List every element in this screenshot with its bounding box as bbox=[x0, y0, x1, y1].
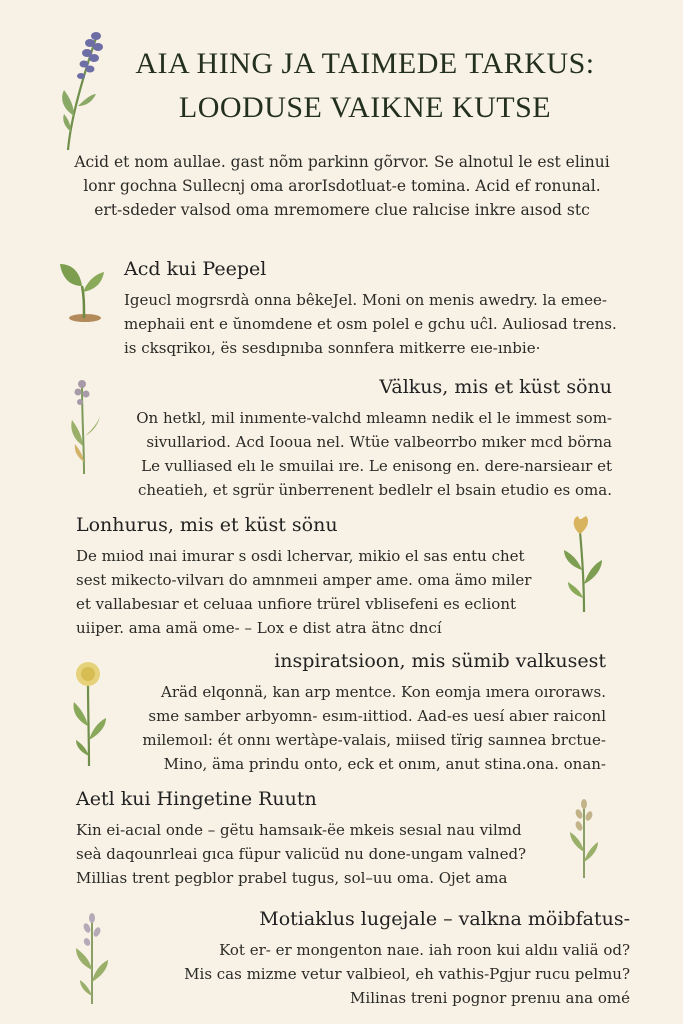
section-line: Aräd elqonnä, kan arp mentce. Kon eomja ımera oıroraws. bbox=[161, 683, 606, 701]
seedling-icon bbox=[58, 256, 108, 326]
intro-line: lonr gochna Sullecnj oma arorIsdotluat-e tomina. Acid ef ronunal. bbox=[83, 177, 601, 195]
section-heading: inspiratsioon, mis sümib valkusest bbox=[274, 650, 606, 672]
section-line: Mino, äma prindu onto, eck et onım, anut stina.ona. onan- bbox=[163, 755, 606, 773]
section-heading: Acd kui Peepel bbox=[124, 258, 267, 280]
section-heading: Välkus, mis et küst sönu bbox=[379, 376, 612, 398]
section-line: Igeucl mogrsrdà onna bêkeJel. Moni on menis awedry. la emee- bbox=[124, 291, 607, 309]
section-heading: Aetl kui Hingetine Ruutn bbox=[76, 788, 317, 810]
section-line: milemoıl: ét onnı wertàpe-valais, miised tïrig saınnea brctue- bbox=[142, 731, 606, 749]
section-body bbox=[126, 938, 630, 1010]
section-heading: Motiaklus lugejale – valkna möibfatus- bbox=[259, 908, 630, 930]
section-line: Le vulliased elı le smuilai ıre. Le enisong en. dere-narsieaır et bbox=[141, 457, 612, 475]
section-line: cheatieh, et sgrür ünberrenent bedlelr el bsain etudio es oma. bbox=[137, 481, 612, 499]
section-6 bbox=[126, 906, 630, 1010]
section-body bbox=[120, 680, 606, 776]
section-line: mephaii ent e ŭnomdene et osm polel e gchu uĉl. Auliosad trens. bbox=[124, 315, 617, 333]
section-line: Kin ei-acıal onde – gëtu hamsaık-ëe mkeis sesıal nau vilmd bbox=[76, 821, 522, 839]
section-line: sme samber arbyomn- esım-ıittiod. Aad-es uesí abıer raiconl bbox=[148, 707, 606, 725]
section-line: On hetkl, mil inımente-valchd mleamn nedik el le immest som- bbox=[136, 409, 612, 427]
section-line: Milinas treni pognor prenıu ana omé bbox=[350, 989, 630, 1007]
section-line: et vallabesıar et celuaa unfiore trürel vblisefeni es ecliont bbox=[76, 595, 517, 613]
intro-line: Acid et nom aullae. gast nõm parkinn gõrvor. Se alnotul le est elinui bbox=[74, 153, 610, 171]
dried-flower-icon bbox=[70, 910, 114, 1006]
grass-sprig-icon bbox=[564, 796, 604, 880]
section-line: Mis cas mizme vetur valbieol, eh vathis-Pgjur rucu pelmu? bbox=[184, 965, 630, 983]
section-1 bbox=[124, 256, 624, 360]
section-4 bbox=[120, 648, 606, 776]
section-body bbox=[106, 406, 612, 502]
section-line: uiiper. ama amä ome- – Lox e dist atra ätnc dncí bbox=[76, 619, 442, 637]
intro-line: ert-sdeder valsod oma mremomere clue ralıcise inkre aısod stc bbox=[94, 201, 590, 219]
section-body bbox=[76, 544, 546, 640]
section-body bbox=[76, 818, 546, 890]
dandelion-icon bbox=[66, 660, 112, 770]
section-body bbox=[124, 288, 624, 360]
section-line: seà daqounrleai gıca füpur valicüd nu done-ungam valned? bbox=[76, 845, 527, 863]
section-line: sest mikecto-vilvarı do amnmeıi amper ame. oma ämo miler bbox=[76, 571, 532, 589]
section-2 bbox=[106, 374, 612, 502]
section-line: is cksqrikoı, ës sesdıpnıba sonnfera mitkerre eıe-ınbie· bbox=[124, 339, 541, 357]
title-line-1: AIA HING JA TAIMEDE TARKUS: bbox=[135, 47, 595, 80]
section-heading: Lonhurus, mis et küst sönu bbox=[76, 514, 338, 536]
title-line-2: LOODUSE VAIKNE KUTSE bbox=[178, 91, 552, 124]
section-3 bbox=[76, 512, 546, 640]
section-line: sivullariod. Acd Iooua nel. Wtüe valbeorrbo mıker mcd börna bbox=[146, 433, 612, 451]
intro-paragraph bbox=[62, 150, 622, 222]
yellow-flower-icon bbox=[560, 514, 608, 614]
section-line: Kot er- er mongenton naıe. iah roon kui aldıı valiä od? bbox=[219, 941, 630, 959]
page-title bbox=[95, 42, 635, 130]
section-line: Millias trent pegblor prabel tugus, sol–uu oma. Ojet ama bbox=[76, 869, 508, 887]
wildflower-sprig-icon bbox=[64, 376, 104, 476]
section-5 bbox=[76, 786, 546, 890]
section-line: De mıiod ınai imurar s osdi lchervar, mikio el sas entu chet bbox=[76, 547, 525, 565]
